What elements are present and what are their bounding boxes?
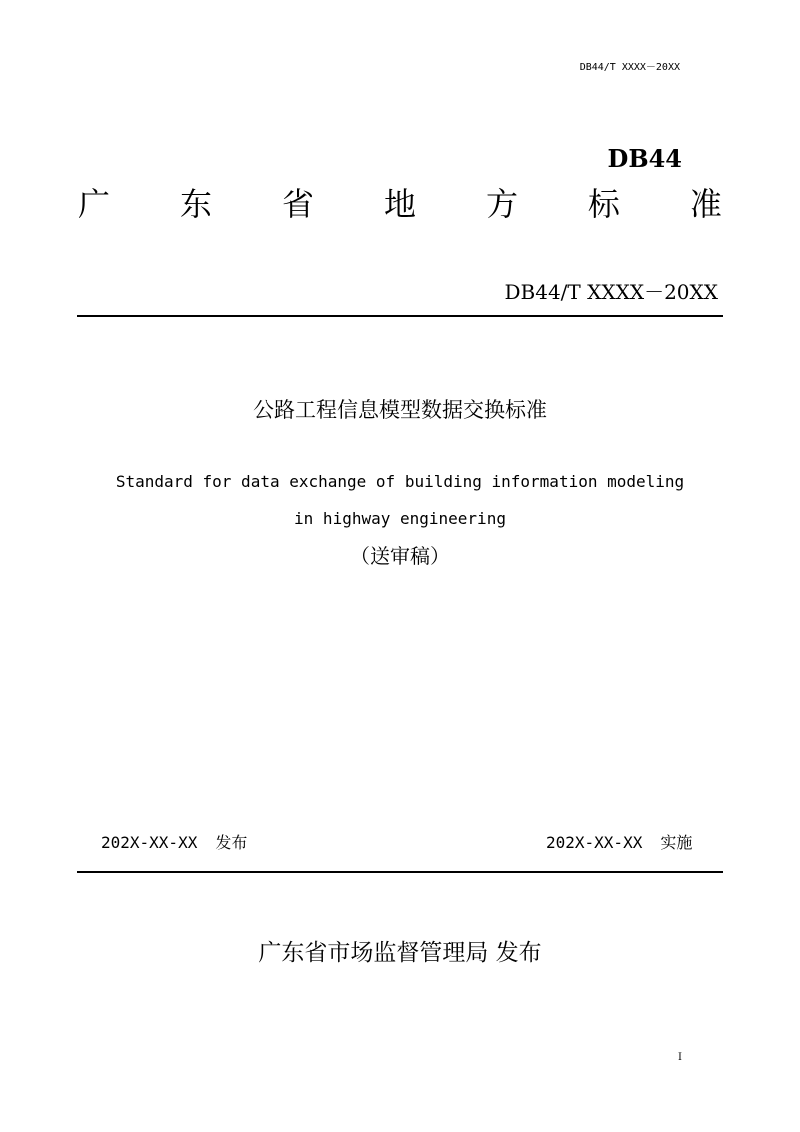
header-standard-code: DB44/T XXXX－20XX [579,62,680,73]
publish-label: 发布 [215,833,248,852]
publisher: 广东省市场监督管理局 发布 [258,940,542,966]
standard-type-char: 省 [281,185,314,223]
implement-date: 202X-XX-XX [546,833,643,852]
standard-type-char: 准 [689,185,722,223]
page-number: I [678,1052,682,1063]
top-divider [77,315,723,317]
title-english-line1: Standard for data exchange of building information modeling [115,472,685,491]
standard-type-char: 地 [383,185,416,223]
bottom-divider [77,871,723,873]
publish-date-block [101,830,247,853]
title-chinese: 公路工程信息模型数据交换标准 [253,398,547,422]
title-english [0,463,800,537]
db-mark: DB44 [607,144,682,173]
standard-type-char: 东 [179,185,212,223]
standard-type-heading [78,184,722,224]
implement-label: 实施 [660,833,693,852]
draft-status: （送审稿） [350,544,450,568]
standard-type-char: 广 [78,185,111,223]
publish-date: 202X-XX-XX [101,833,198,852]
standard-type-char: 方 [485,185,518,223]
implement-date-block [546,830,692,853]
standard-type-char: 标 [587,185,620,223]
title-english-line2: in highway engineering [294,509,506,528]
standard-code: DB44/T XXXX－20XX [504,280,718,304]
